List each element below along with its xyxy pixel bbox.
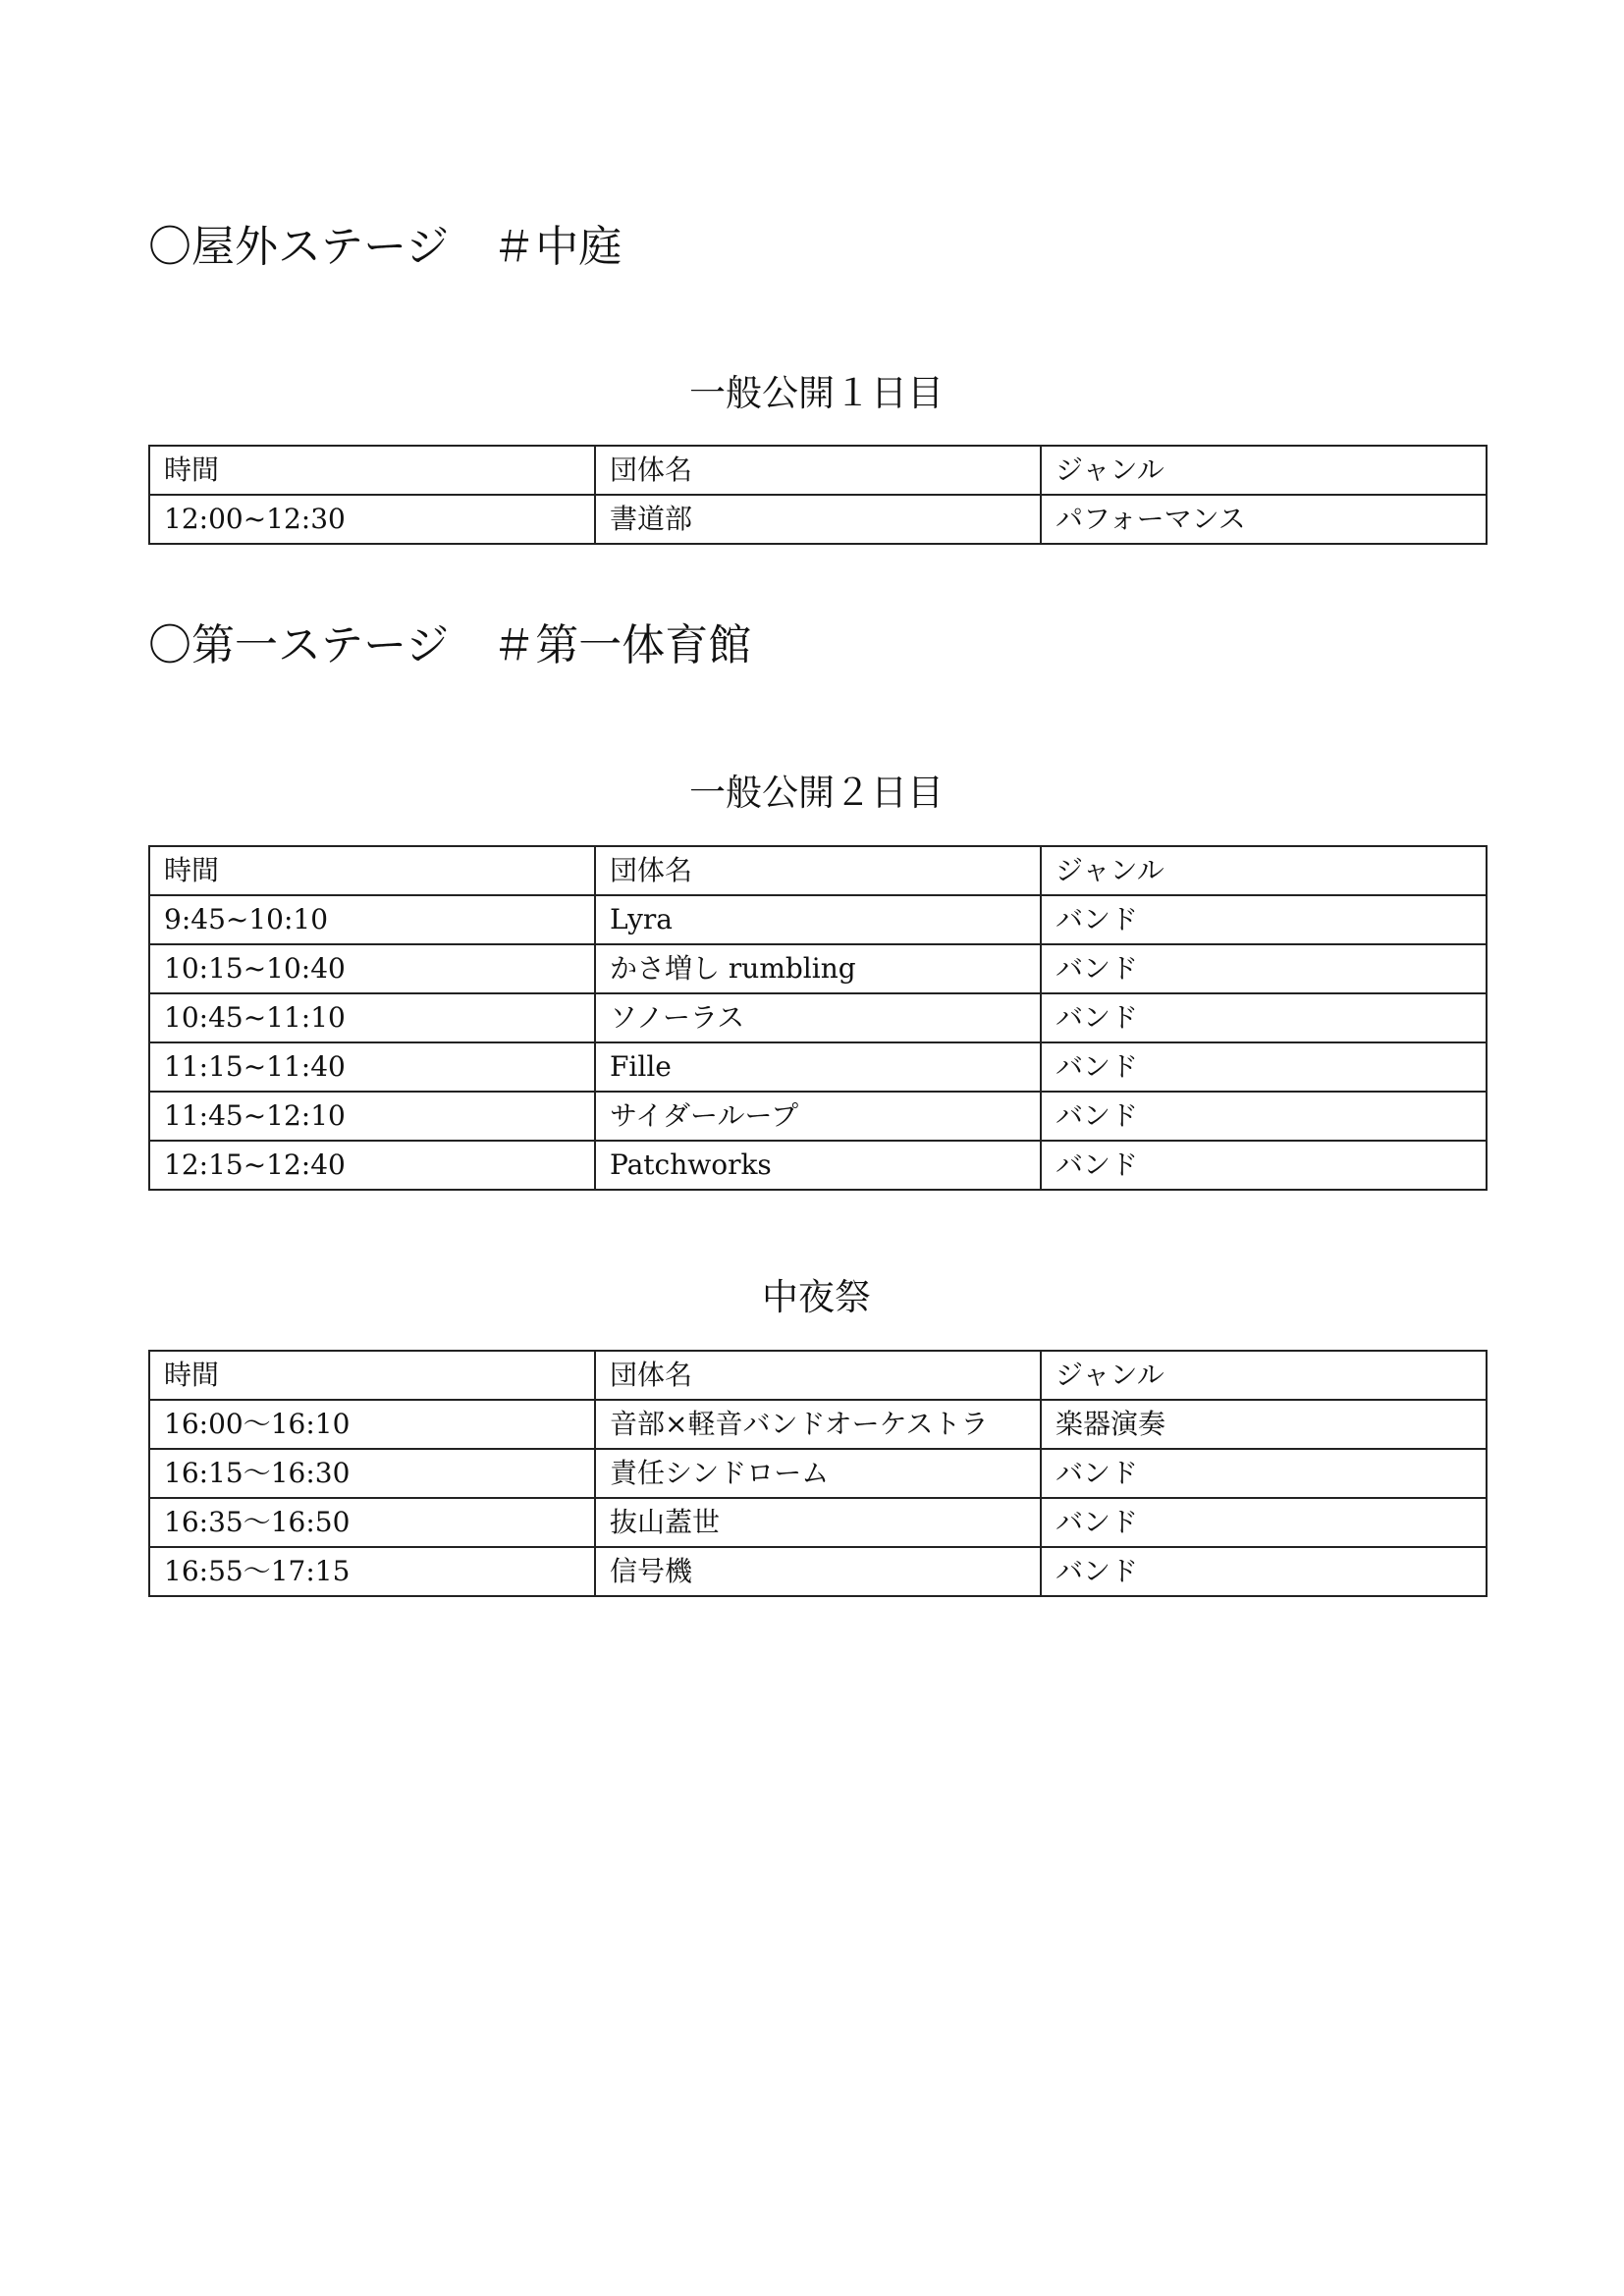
cell-group-name: ソノーラス bbox=[595, 993, 1041, 1042]
header-time: 時間 bbox=[149, 446, 595, 495]
cell-time: 11:45~12:10 bbox=[149, 1092, 595, 1141]
cell-group-name: かさ増し rumbling bbox=[595, 944, 1041, 993]
table-row bbox=[149, 944, 1487, 993]
table-row bbox=[149, 1449, 1487, 1498]
table-row bbox=[149, 1141, 1487, 1190]
cell-genre: バンド bbox=[1041, 1141, 1487, 1190]
header-time: 時間 bbox=[149, 846, 595, 895]
cell-time: 16:00～16:10 bbox=[149, 1400, 595, 1449]
cell-genre: バンド bbox=[1041, 895, 1487, 944]
table-row bbox=[149, 1092, 1487, 1141]
table-row bbox=[149, 993, 1487, 1042]
cell-group-name: サイダーループ bbox=[595, 1092, 1041, 1141]
schedule-table-day1 bbox=[148, 445, 1488, 545]
cell-time: 10:15~10:40 bbox=[149, 944, 595, 993]
table-caption-evening-festival: 中夜祭 bbox=[762, 1276, 871, 1318]
cell-group-name: 音部×軽音バンドオーケストラ bbox=[595, 1400, 1041, 1449]
table-header-row bbox=[149, 1351, 1487, 1400]
section-heading-outdoor-stage: 〇屋外ステージ ＃中庭 bbox=[148, 222, 623, 272]
table-caption-day2: 一般公開２日目 bbox=[689, 772, 944, 814]
table-row bbox=[149, 1042, 1487, 1092]
cell-genre: バンド bbox=[1041, 1449, 1487, 1498]
cell-time: 16:15～16:30 bbox=[149, 1449, 595, 1498]
schedule-table-evening-festival bbox=[148, 1350, 1488, 1597]
header-group-name: 団体名 bbox=[595, 1351, 1041, 1400]
cell-time: 10:45~11:10 bbox=[149, 993, 595, 1042]
cell-group-name: 責任シンドローム bbox=[595, 1449, 1041, 1498]
cell-group-name: 信号機 bbox=[595, 1547, 1041, 1596]
cell-group-name: 書道部 bbox=[595, 495, 1041, 544]
cell-time: 9:45~10:10 bbox=[149, 895, 595, 944]
header-time: 時間 bbox=[149, 1351, 595, 1400]
table-row bbox=[149, 495, 1487, 544]
header-genre: ジャンル bbox=[1041, 1351, 1487, 1400]
cell-genre: バンド bbox=[1041, 1498, 1487, 1547]
table-header-row bbox=[149, 446, 1487, 495]
cell-genre: バンド bbox=[1041, 1547, 1487, 1596]
cell-group-name: Patchworks bbox=[595, 1141, 1041, 1190]
header-group-name: 団体名 bbox=[595, 446, 1041, 495]
cell-group-name: Fille bbox=[595, 1042, 1041, 1092]
table-header-row bbox=[149, 846, 1487, 895]
table-row bbox=[149, 1547, 1487, 1596]
cell-time: 12:00~12:30 bbox=[149, 495, 595, 544]
table-row bbox=[149, 1498, 1487, 1547]
cell-genre: パフォーマンス bbox=[1041, 495, 1487, 544]
cell-group-name: Lyra bbox=[595, 895, 1041, 944]
table-caption-day1: 一般公開１日目 bbox=[689, 372, 944, 414]
table-row bbox=[149, 1400, 1487, 1449]
cell-time: 11:15~11:40 bbox=[149, 1042, 595, 1092]
header-genre: ジャンル bbox=[1041, 446, 1487, 495]
cell-time: 16:35～16:50 bbox=[149, 1498, 595, 1547]
schedule-table-day2 bbox=[148, 845, 1488, 1191]
header-group-name: 団体名 bbox=[595, 846, 1041, 895]
section-heading-first-stage: 〇第一ステージ ＃第一体育館 bbox=[148, 620, 752, 670]
cell-group-name: 抜山蓋世 bbox=[595, 1498, 1041, 1547]
cell-time: 16:55～17:15 bbox=[149, 1547, 595, 1596]
cell-time: 12:15~12:40 bbox=[149, 1141, 595, 1190]
cell-genre: バンド bbox=[1041, 944, 1487, 993]
cell-genre: バンド bbox=[1041, 993, 1487, 1042]
cell-genre: 楽器演奏 bbox=[1041, 1400, 1487, 1449]
header-genre: ジャンル bbox=[1041, 846, 1487, 895]
cell-genre: バンド bbox=[1041, 1042, 1487, 1092]
table-row bbox=[149, 895, 1487, 944]
cell-genre: バンド bbox=[1041, 1092, 1487, 1141]
